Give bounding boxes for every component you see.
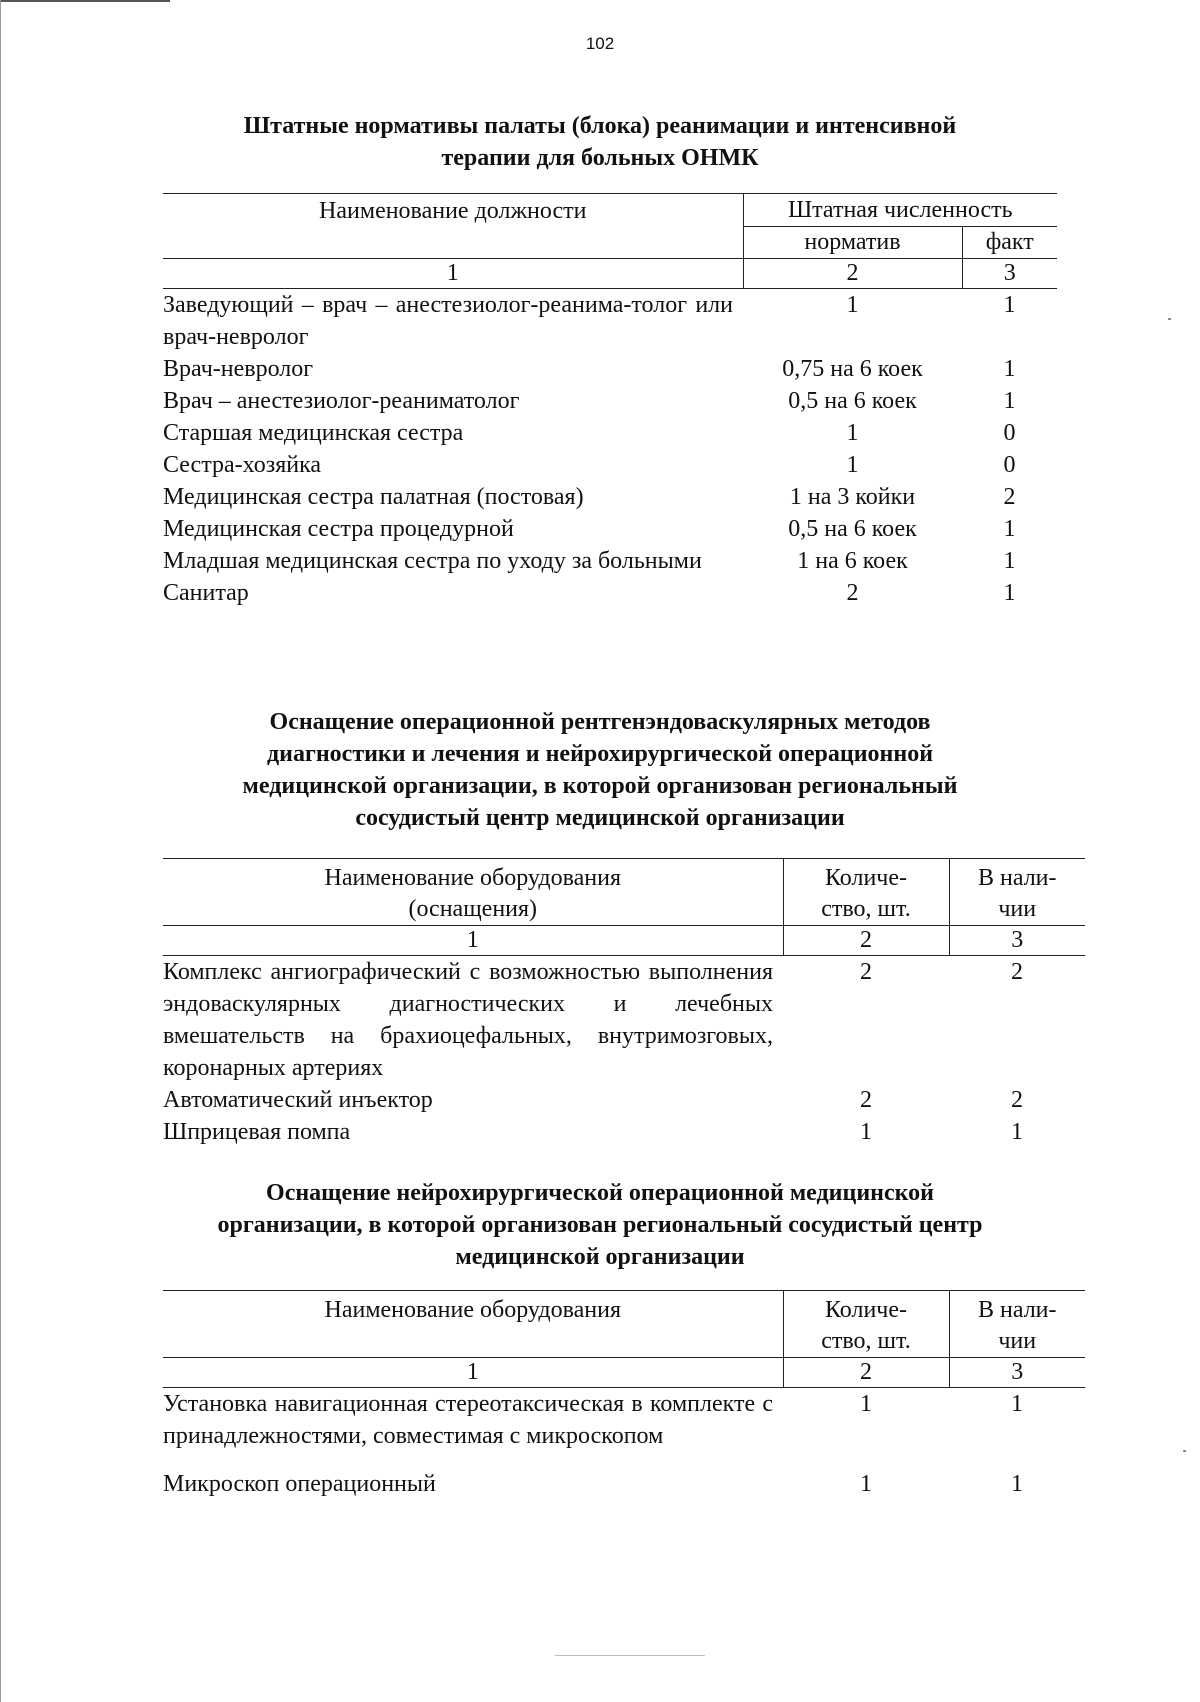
table-row — [163, 1084, 1085, 1116]
header-line: В нали- — [977, 1297, 1057, 1323]
table-row — [163, 1452, 1085, 1500]
norm-value: 0,5 на 6 коек — [788, 516, 917, 542]
title-line: терапии для больных ОНМК — [441, 145, 759, 171]
equipment-name: Комплекс ангиографический с возможностью выполнения эндоваскулярных диагностических и лечебных вмешательств на брахиоцефальных, внутримозговых, коронарных артериях — [163, 959, 773, 1081]
fact-value: 2 — [1003, 484, 1016, 510]
equipment-name: Автоматический инъектор — [163, 1087, 433, 1113]
availability-value: 1 — [1011, 1391, 1023, 1417]
position-name: Заведующий – врач – анестезиолог-реанима-толог или врач-невролог — [163, 292, 733, 350]
position-name: Старшая медицинская сестра — [163, 420, 464, 446]
header-line: чии — [998, 1328, 1037, 1354]
quantity-value: 2 — [860, 959, 872, 985]
header-availability — [949, 1291, 1085, 1358]
norm-value: 1 — [846, 452, 859, 478]
header-line: В нали- — [977, 865, 1057, 891]
header-line: Наименование оборудования — [324, 865, 621, 891]
quantity-value: 1 — [860, 1119, 872, 1145]
header-line: Количе- — [824, 865, 908, 891]
column-number: 1 — [163, 1358, 783, 1388]
header-line: ство, шт. — [821, 896, 911, 922]
scan-mark — [555, 1655, 705, 1656]
equipment-name: Шприцевая помпа — [163, 1119, 351, 1145]
equipment-name: Микроскоп операционный — [163, 1471, 436, 1497]
table-row — [163, 353, 1057, 385]
norm-value: 1 — [846, 292, 859, 318]
column-number: 3 — [949, 926, 1085, 956]
position-name: Медицинская сестра палатная (постовая) — [163, 484, 584, 510]
equipment-name: Установка навигационная стереотаксическая в комплекте с принадлежностями, совместимая с микроскопом — [163, 1391, 773, 1449]
fact-value: 1 — [1003, 292, 1016, 318]
table-row — [163, 385, 1057, 417]
column-number: 3 — [949, 1358, 1085, 1388]
header-availability — [949, 859, 1085, 926]
table-row — [163, 1116, 1085, 1148]
title-line: диагностики и лечения и нейрохирургической операционной — [266, 741, 934, 767]
quantity-value: 2 — [860, 1087, 872, 1113]
table-row — [163, 289, 1057, 354]
position-name: Врач – анестезиолог-реаниматолог — [163, 388, 520, 414]
neuro-equipment-table — [163, 1290, 1085, 1500]
norm-value: 1 на 3 койки — [789, 484, 916, 510]
header-fact: факт — [962, 227, 1057, 259]
position-name: Врач-невролог — [163, 356, 314, 382]
title-line: Оснащение нейрохирургической операционной медицинской — [266, 1180, 934, 1206]
header-line: ство, шт. — [821, 1328, 911, 1354]
staffing-title — [150, 110, 1050, 174]
table-row — [163, 513, 1057, 545]
table-row — [163, 449, 1057, 481]
title-line: сосудистый центр медицинской организации — [355, 805, 845, 831]
header-quantity — [783, 859, 949, 926]
availability-value: 1 — [1011, 1471, 1023, 1497]
column-number: 1 — [163, 259, 743, 289]
norm-value: 1 — [846, 420, 859, 446]
availability-value: 2 — [1011, 959, 1023, 985]
fact-value: 0 — [1003, 452, 1016, 478]
position-name: Санитар — [163, 580, 249, 606]
column-number: 1 — [163, 926, 783, 956]
header-norm: норматив — [743, 227, 962, 259]
fact-value: 1 — [1003, 356, 1016, 382]
column-number: 2 — [783, 926, 949, 956]
title-line: Оснащение операционной рентгенэндоваскулярных методов — [269, 709, 931, 735]
title-line: организации, в которой организован региональный сосудистый центр — [217, 1212, 983, 1238]
norm-value: 0,75 на 6 коек — [782, 356, 923, 382]
table-row — [163, 481, 1057, 513]
scan-edge-left — [0, 0, 1, 1702]
availability-value: 1 — [1011, 1119, 1023, 1145]
title-line: Штатные нормативы палаты (блока) реанимации и интенсивной — [243, 113, 957, 139]
header-position-name: Наименование должности — [163, 194, 743, 259]
neuro-equipment-title — [150, 1177, 1050, 1273]
page-number: 102 — [585, 34, 615, 53]
header-equipment-name: Наименование оборудования — [163, 1291, 783, 1358]
column-number: 2 — [783, 1358, 949, 1388]
norm-value: 1 на 6 коек — [797, 548, 908, 574]
fact-value: 1 — [1003, 516, 1016, 542]
table-row — [163, 1388, 1085, 1453]
title-line: медицинской организации, в которой организован региональный — [242, 773, 958, 799]
scan-mark — [1168, 318, 1171, 320]
table-row — [163, 417, 1057, 449]
header-line: (оснащения) — [408, 896, 538, 922]
position-name: Сестра-хозяйка — [163, 452, 322, 478]
table-row — [163, 545, 1057, 577]
scan-edge-top — [0, 0, 170, 2]
norm-value: 2 — [846, 580, 859, 606]
xray-equipment-title — [150, 706, 1050, 834]
fact-value: 0 — [1003, 420, 1016, 446]
quantity-value: 1 — [860, 1391, 872, 1417]
fact-value: 1 — [1003, 548, 1016, 574]
staffing-table — [163, 193, 1057, 609]
header-line: Количе- — [824, 1297, 908, 1323]
table-row — [163, 577, 1057, 609]
fact-value: 1 — [1003, 580, 1016, 606]
scan-mark — [1183, 1450, 1186, 1452]
position-name: Младшая медицинская сестра по уходу за больными — [163, 548, 702, 574]
header-equipment-name — [163, 859, 783, 926]
column-number: 2 — [743, 259, 962, 289]
norm-value: 0,5 на 6 коек — [788, 388, 917, 414]
column-number: 3 — [962, 259, 1057, 289]
header-quantity — [783, 1291, 949, 1358]
header-staff-count: Штатная численность — [743, 194, 1057, 227]
fact-value: 1 — [1003, 388, 1016, 414]
header-line: чии — [998, 896, 1037, 922]
quantity-value: 1 — [860, 1471, 872, 1497]
availability-value: 2 — [1011, 1087, 1023, 1113]
table-row — [163, 956, 1085, 1085]
position-name: Медицинская сестра процедурной — [163, 516, 514, 542]
title-line: медицинской организации — [455, 1244, 745, 1270]
xray-equipment-table — [163, 858, 1085, 1148]
